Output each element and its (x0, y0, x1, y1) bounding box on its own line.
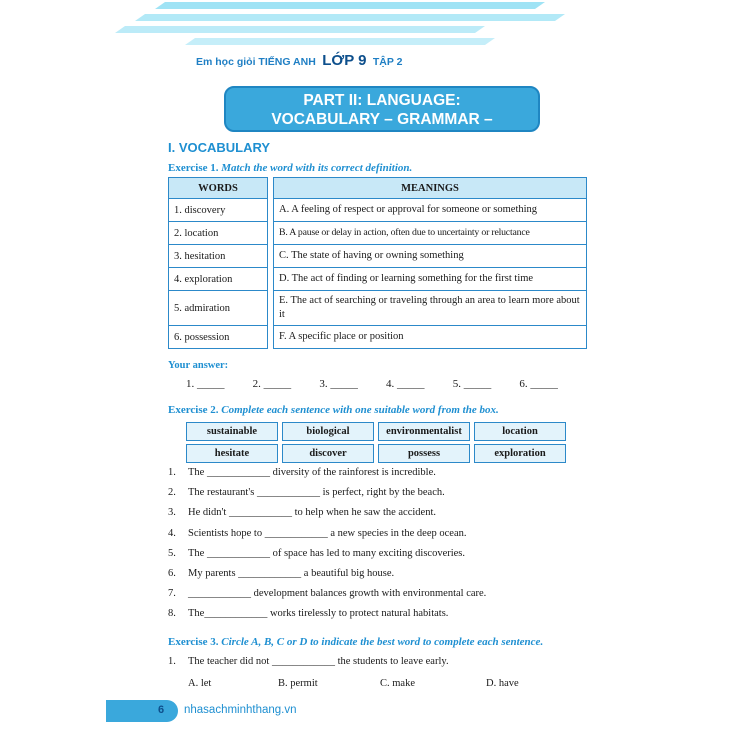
box-word: exploration (474, 444, 566, 463)
sentence-text: The restaurant's ____________ is perfect, right by the beach. (188, 487, 445, 499)
sentence-item (168, 467, 486, 487)
sentence-text: ____________ development balances growth with environmental care. (188, 588, 487, 600)
word-cell: 6. possession (169, 326, 268, 349)
sentence-item (168, 507, 486, 527)
sentence-number: 4. (168, 527, 176, 539)
option-c[interactable]: C. make (380, 678, 415, 689)
word-box (186, 422, 571, 463)
sentence-text: He didn't ____________ to help when he saw the accident. (188, 507, 437, 519)
sentence-item (168, 548, 486, 568)
answer-blank[interactable]: 4. _____ (386, 378, 425, 390)
answer-blanks (186, 378, 586, 390)
exercise1-label: Exercise 1. (168, 162, 219, 174)
exercise3-title (168, 636, 543, 648)
book-series-title (196, 52, 402, 70)
part-banner (224, 86, 540, 148)
exercise2-sentences (168, 467, 486, 629)
sentence-number: 7. (168, 588, 176, 600)
sentence-item (168, 487, 486, 507)
sentence-number: 2. (168, 487, 176, 499)
box-word: discover (282, 444, 374, 463)
words-header: WORDS (169, 178, 268, 199)
page-number: 6 (158, 704, 165, 716)
publisher-site: nhasachminhthang.vn (184, 704, 297, 716)
sentence-text: The ____________ of space has led to many exciting discoveries. (188, 547, 466, 559)
exercise2-title (168, 404, 499, 416)
answer-blank[interactable]: 2. _____ (252, 378, 292, 390)
header-stripes-decoration (100, 0, 660, 58)
sentence-item (168, 528, 486, 548)
box-word: hesitate (186, 444, 278, 463)
section-title: I. VOCABULARY (168, 140, 271, 155)
meaning-cell: B. A pause or delay in action, often due to uncertainty or reluctance (274, 222, 587, 245)
answer-blank[interactable]: 6. _____ (519, 378, 558, 390)
box-word: biological (282, 422, 374, 441)
answer-blank[interactable]: 1. _____ (186, 378, 225, 390)
exercise1-instruction: Match the word with its correct definition. (221, 162, 413, 174)
answer-blank[interactable]: 3. _____ (319, 378, 358, 390)
meaning-cell: A. A feeling of respect or approval for someone or something (274, 199, 587, 222)
exercise2-label: Exercise 2. (168, 404, 219, 416)
word-cell: 1. discovery (169, 199, 268, 222)
sentence-text: Scientists hope to ____________ a new species in the deep ocean. (188, 527, 467, 539)
sentence-item (168, 588, 486, 608)
word-cell: 5. admiration (169, 291, 268, 326)
sentence-item (168, 568, 486, 588)
footer-bar-decoration (106, 700, 178, 722)
word-cell: 2. location (169, 222, 268, 245)
exercise3-question (168, 656, 449, 667)
words-table (168, 177, 268, 349)
meanings-header: MEANINGS (274, 178, 587, 199)
exercise1-title (168, 162, 412, 174)
meaning-cell: E. The act of searching or traveling through an area to learn more about it (274, 291, 587, 326)
question-number: 1. (168, 656, 176, 667)
word-cell: 4. exploration (169, 268, 268, 291)
sentence-number: 8. (168, 608, 176, 620)
option-a[interactable]: A. let (188, 678, 212, 689)
exercise3-instruction: Circle A, B, C or D to indicate the best word to complete each sentence. (221, 636, 544, 648)
box-word: location (474, 422, 566, 441)
box-word: environmentalist (378, 422, 470, 441)
meaning-cell: D. The act of finding or learning something for the first time (274, 268, 587, 291)
sentence-number: 3. (168, 507, 176, 519)
answer-blank[interactable]: 5. _____ (452, 378, 492, 390)
option-d[interactable]: D. have (486, 678, 519, 689)
word-cell: 3. hesitation (169, 245, 268, 268)
meaning-cell: C. The state of having or owning something (274, 245, 587, 268)
sentence-text: The____________ works tirelessly to protect natural habitats. (188, 608, 449, 620)
exercise2-instruction: Complete each sentence with one suitable word from the box. (221, 404, 499, 416)
your-answer-label: Your answer: (168, 360, 229, 371)
sentence-item (168, 608, 486, 628)
part-banner-line2: VOCABULARY – GRAMMAR – PHONETICS (271, 111, 493, 148)
meaning-cell: F. A specific place or position (274, 326, 587, 349)
option-b[interactable]: B. permit (278, 678, 318, 689)
part-banner-line1: PART II: LANGUAGE: (303, 92, 461, 109)
exercise3-label: Exercise 3. (168, 636, 219, 648)
box-word: sustainable (186, 422, 278, 441)
question-text: The teacher did not ____________ the students to leave early. (188, 656, 449, 667)
sentence-number: 5. (168, 547, 176, 559)
sentence-number: 6. (168, 567, 176, 579)
sentence-number: 1. (168, 467, 176, 478)
meanings-table (273, 177, 587, 349)
sentence-text: My parents ____________ a beautiful big house. (188, 567, 395, 579)
series-grade-text: LỚP 9 (322, 52, 367, 69)
series-small-text: Em học giỏi TIẾNG ANH (196, 56, 316, 68)
sentence-text: The ____________ diversity of the rainforest is incredible. (188, 467, 436, 478)
box-word: possess (378, 444, 470, 463)
series-volume-text: TẬP 2 (372, 56, 403, 68)
